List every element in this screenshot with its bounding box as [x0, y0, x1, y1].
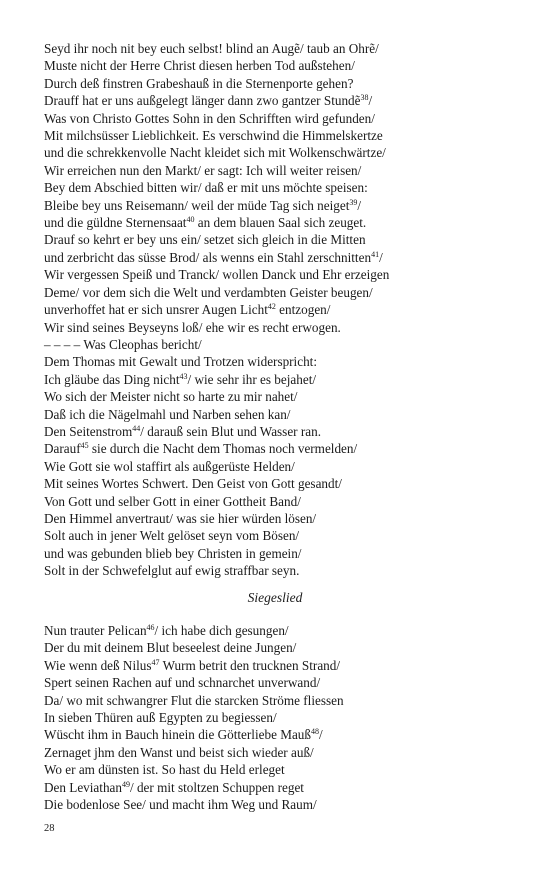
footnote-marker: 44 — [132, 423, 141, 433]
verse-line — [44, 674, 514, 691]
verse-text: Den Himmel anvertraut/ was sie hier würden lösen/ — [44, 510, 317, 526]
verse-text: / — [379, 249, 383, 265]
verse-line — [44, 301, 514, 318]
verse-text: Wir erreichen nun den Markt/ er sagt: Ich will weiter reisen/ — [44, 162, 362, 178]
verse-line — [44, 162, 514, 179]
verse-line — [44, 510, 514, 527]
verse-line — [44, 284, 514, 301]
verse-line — [44, 796, 514, 813]
verse-line — [44, 761, 514, 778]
verse-line — [44, 692, 514, 709]
verse-line — [44, 231, 514, 248]
verse-text: / — [318, 727, 323, 743]
verse-text: Drauf so kehrt er bey uns ein/ setzet sich gleich in die Mitten — [44, 232, 366, 248]
verse-line — [44, 75, 514, 92]
verse-text: Den Leviathan — [44, 779, 122, 795]
verse-line — [44, 406, 514, 423]
verse-text: / ich habe dich gesungen/ — [154, 623, 289, 638]
verse-line — [44, 639, 514, 656]
verse-text: Mit seines Wortes Schwert. Den Geist von Gott gesandt/ — [44, 476, 342, 492]
verse-text: entzogen/ — [275, 302, 331, 318]
verse-text: Daß ich die Nägelmahl und Narben sehen kan/ — [44, 406, 291, 422]
verse-text: Der du mit deinem Blut beseelest deine Jungen/ — [44, 640, 297, 656]
footnote-marker: 49 — [122, 779, 130, 789]
verse-line — [44, 336, 514, 353]
verse-line — [44, 527, 514, 544]
verse-text: Wüscht ihm in Bauch hinein die Götterliebe Mauß — [44, 727, 311, 743]
verse-line — [44, 40, 514, 57]
footnote-marker: 47 — [151, 657, 160, 667]
verse-text: Von Gott und selber Gott in einer Gottheit Band/ — [44, 493, 301, 509]
verse-line — [44, 779, 514, 796]
page-number: 28 — [44, 823, 55, 834]
verse-text: und zerbricht das süsse Brod/ als wenns ein Stahl zerschnitten — [44, 249, 372, 265]
verse-text: / — [368, 93, 373, 109]
footnote-marker: 45 — [80, 441, 89, 451]
verse-text: Was von Christo Gottes Sohn in den Schrifften wird gefunden/ — [44, 110, 375, 126]
verse-text: Muste nicht der Herre Christ diesen herben Tod außstehen/ — [44, 58, 355, 74]
verse-line — [44, 266, 514, 283]
poem-text-block-1 — [44, 40, 514, 580]
verse-text: unverhoffet hat er sich unsrer Augen Licht — [44, 302, 268, 318]
verse-text: / — [357, 197, 362, 213]
verse-line — [44, 127, 514, 144]
verse-line — [44, 475, 514, 492]
verse-line — [44, 57, 514, 74]
verse-text: – – – – Was Cleophas bericht/ — [44, 336, 202, 352]
verse-text: Durch deß finstren Grabeshauß in die Sternenporte gehen? — [44, 75, 354, 91]
verse-line — [44, 440, 514, 457]
verse-line — [44, 545, 514, 562]
verse-line — [44, 179, 514, 196]
verse-text: Wie wenn deß Nilus — [44, 657, 152, 673]
verse-text: In sieben Thüren auß Egypten zu begiessen/ — [44, 710, 277, 726]
verse-line — [44, 744, 514, 761]
verse-line — [44, 110, 514, 127]
verse-text: und die schrekkenvolle Nacht kleidet sich mit Wolkenschwärtze/ — [44, 145, 386, 161]
footnote-marker: 38 — [360, 93, 369, 103]
verse-line — [44, 92, 514, 109]
verse-line — [44, 353, 514, 370]
footnote-marker: 41 — [371, 249, 380, 259]
verse-text: und die güldne Sternensaat — [44, 215, 187, 231]
verse-line — [44, 458, 514, 475]
verse-text: Mit milchsüsser Lieblichkeit. Es verschwind die Himmelskertze — [44, 128, 383, 144]
footnote-marker: 48 — [310, 727, 319, 737]
verse-text: Wir sind seines Beyseyns loß/ ehe wir es recht erwogen. — [44, 319, 341, 335]
verse-text: Den Seitenstrom — [44, 423, 133, 439]
footnote-marker: 40 — [186, 215, 195, 225]
verse-text: Ich gläube das Ding nicht — [44, 371, 180, 387]
verse-text: Da/ wo mit schwangrer Flut die starcken Ströme fliessen — [44, 692, 344, 708]
verse-text: Darauf — [44, 441, 81, 457]
poem-text-block-2 — [44, 622, 514, 813]
verse-text: Nun trauter Pelican — [44, 623, 147, 638]
verse-text: Bey dem Abschied bitten wir/ daß er mit uns möchte speisen: — [44, 180, 368, 196]
verse-line — [44, 562, 514, 579]
footnote-marker: 39 — [349, 197, 358, 207]
verse-text: Wurm betrit den trucknen Strand/ — [159, 657, 341, 673]
section-title: Siegeslied — [247, 590, 303, 605]
verse-text: Drauff hat er uns außgelegt länger dann zwo gantzer Stundẽ — [44, 93, 361, 109]
verse-text: Wo er am dünsten ist. So hast du Held erleget — [44, 762, 285, 778]
verse-line — [44, 249, 514, 266]
footnote-marker: 43 — [179, 371, 188, 381]
verse-text: / darauß sein Blut und Wasser ran. — [140, 423, 321, 439]
verse-text: Deme/ vor dem sich die Welt und verdambten Geister beugen/ — [44, 284, 373, 300]
verse-text: Bleibe bey uns Reisemann/ weil der müde Tag sich neiget — [44, 197, 350, 213]
verse-text: an dem blauen Saal sich zeuget. — [194, 215, 367, 231]
verse-line — [44, 319, 514, 336]
verse-text: Wie Gott sie wol staffirt als außgerüste Helden/ — [44, 458, 295, 474]
footnote-marker: 46 — [146, 623, 155, 632]
verse-line — [44, 493, 514, 510]
verse-line — [44, 657, 514, 674]
verse-text: Solt in der Schwefelglut auf ewig straffbar seyn. — [44, 563, 300, 579]
verse-text: Wir vergessen Speiß und Tranck/ wollen Danck und Ehr erzeigen — [44, 267, 390, 283]
verse-text: / der mit stoltzen Schuppen reget — [130, 779, 304, 795]
verse-line — [44, 214, 514, 231]
verse-line — [44, 622, 514, 639]
verse-text: Seyd ihr noch nit bey euch selbst! blind an Augẽ/ taub an Ohrẽ/ — [44, 41, 379, 56]
verse-text: Dem Thomas mit Gewalt und Trotzen widerspricht: — [44, 354, 317, 370]
verse-text: sie durch die Nacht dem Thomas noch vermelden/ — [88, 441, 358, 457]
verse-text: und was gebunden blieb bey Christen in gemein/ — [44, 545, 302, 561]
verse-text: / wie sehr ihr es bejahet/ — [187, 371, 317, 387]
verse-text: Die bodenlose See/ und macht ihm Weg und Raum/ — [44, 797, 317, 813]
verse-line — [44, 388, 514, 405]
verse-text: Spert seinen Rachen auf und schnarchet unverwand/ — [44, 675, 321, 691]
verse-line — [44, 423, 514, 440]
verse-line — [44, 726, 514, 743]
verse-line — [44, 371, 514, 388]
verse-line — [44, 144, 514, 161]
verse-line — [44, 197, 514, 214]
footnote-marker: 42 — [267, 302, 276, 312]
verse-text: Wo sich der Meister nicht so harte zu mir nahet/ — [44, 389, 298, 405]
verse-text: Zernaget jhm den Wanst und beist sich wieder auß/ — [44, 744, 314, 760]
verse-line — [44, 709, 514, 726]
verse-text: Solt auch in jener Welt gelöset seyn vom Bösen/ — [44, 528, 300, 544]
